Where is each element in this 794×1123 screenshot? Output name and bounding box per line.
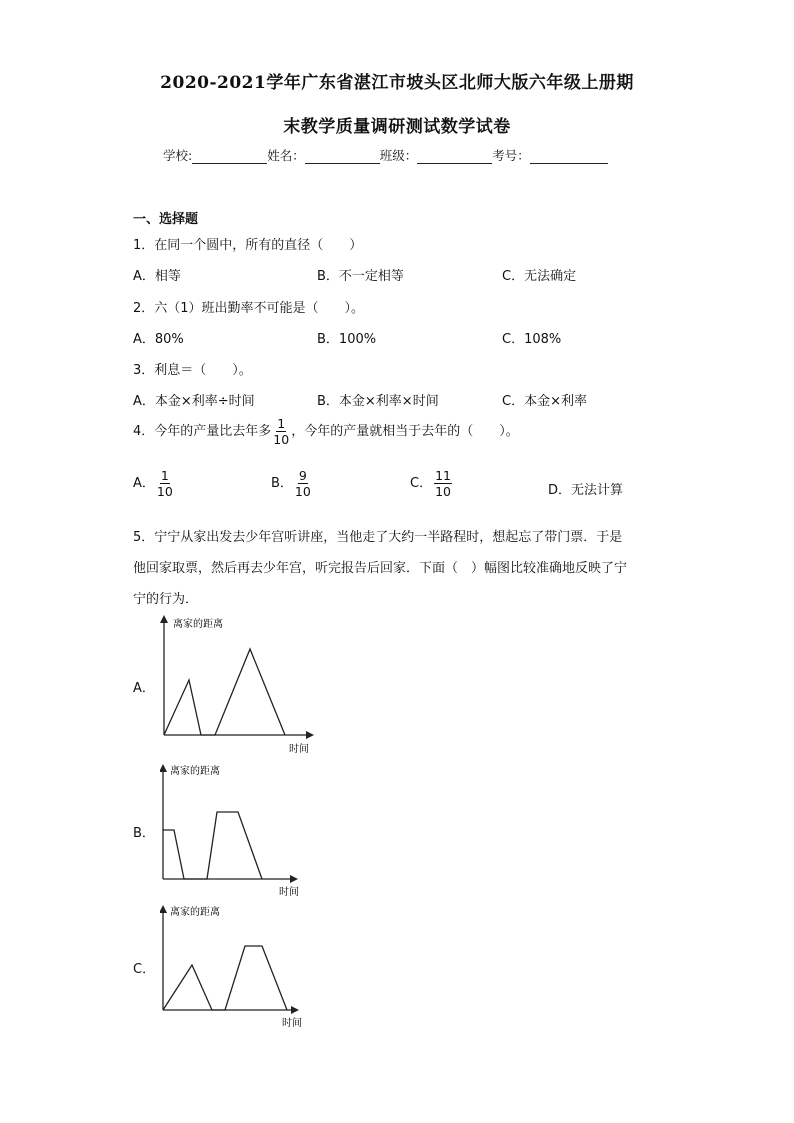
q4-text-before: 4．今年的产量比去年多 (133, 424, 272, 439)
graph-b-xlabel: 时间 (279, 887, 299, 898)
q4-option-a[interactable] (133, 468, 175, 499)
graph-c-y-arrow (160, 905, 167, 913)
graph-b-y-arrow (160, 764, 167, 772)
graph-b (160, 763, 320, 903)
q3-option-b[interactable]: B．本金×利率×时间 (317, 394, 439, 409)
q1-option-a[interactable]: A．相等 (133, 269, 181, 284)
q4-option-a-prefix: A． (133, 476, 155, 491)
graph-a-label[interactable]: A． (133, 681, 155, 696)
q2-option-c[interactable]: C．108% (502, 332, 562, 347)
q4-option-a-den: 10 (156, 484, 173, 499)
name-blank[interactable] (305, 149, 380, 164)
q2-option-a[interactable]: A．80% (133, 332, 184, 347)
question-5-line3: 宁的行为． (133, 592, 199, 607)
q4-option-a-num: 1 (160, 468, 169, 483)
name-label: 姓名： (267, 148, 305, 163)
exam-title-line2: 末教学质量调研测试数学试卷 (283, 117, 511, 137)
school-label: 学校: (163, 148, 193, 163)
graph-a-ylabel: 离家的距离 (173, 619, 223, 630)
q4-option-d[interactable]: D．无法计算 (548, 483, 624, 498)
q4-option-b-den: 10 (294, 484, 311, 499)
section-title: 一、选择题 (133, 212, 199, 227)
q4-option-a-fraction (157, 468, 173, 499)
graph-b-ylabel: 离家的距离 (170, 766, 220, 777)
q4-fraction-numerator: 1 (277, 416, 286, 431)
q4-option-b[interactable] (271, 468, 313, 499)
graph-a-xlabel: 时间 (289, 744, 309, 755)
graph-a-y-arrow (160, 615, 168, 623)
exam-no-label: 考号： (492, 148, 530, 163)
q3-option-c[interactable]: C．本金×利率 (502, 394, 587, 409)
question-5-line1: 5．宁宁从家出发去少年宫听讲座，当他走了大约一半路程时，想起忘了带门票．于是 (133, 530, 623, 545)
q4-option-b-prefix: B． (271, 476, 293, 491)
q1-option-b[interactable]: B．不一定相等 (317, 269, 404, 284)
q4-option-c[interactable] (410, 468, 454, 499)
graph-c-ylabel: 离家的距离 (170, 907, 220, 918)
graph-b-line (163, 812, 262, 879)
question-3: 3．利息＝（ ）。 (133, 363, 252, 378)
graph-c-xlabel: 时间 (282, 1018, 302, 1029)
exam-title-line1: 2020-2021学年广东省湛江市坡头区北师大版六年级上册期 (160, 73, 634, 93)
graph-b-label[interactable]: B． (133, 826, 155, 841)
graph-c-line (163, 946, 287, 1010)
graph-b-x-arrow (290, 875, 298, 883)
q4-text-after: ，今年的产量就相当于去年的（ ）。 (291, 424, 519, 439)
q4-option-c-den: 10 (435, 484, 451, 499)
graph-a (160, 613, 320, 755)
q4-fraction-denominator: 10 (273, 432, 290, 447)
q4-fraction (273, 416, 289, 447)
graph-a-line (164, 649, 285, 735)
q4-option-b-num: 9 (298, 468, 307, 483)
q4-option-b-fraction (295, 468, 311, 499)
graph-c-label[interactable]: C． (133, 962, 156, 977)
exam-no-blank[interactable] (530, 149, 608, 164)
graph-a-x-arrow (306, 731, 314, 739)
q1-option-c[interactable]: C．无法确定 (502, 269, 577, 284)
class-blank[interactable] (417, 149, 492, 164)
student-info-line (163, 146, 608, 164)
q3-option-a[interactable]: A．本金×利率÷时间 (133, 394, 255, 409)
question-4 (133, 416, 519, 447)
graph-c-x-arrow (291, 1006, 299, 1014)
school-blank[interactable] (192, 149, 267, 164)
question-1: 1．在同一个圆中，所有的直径（ ） (133, 238, 363, 253)
question-2: 2．六（1）班出勤率不可能是（ ）。 (133, 301, 365, 316)
question-5-line2: 他回家取票，然后再去少年宫，听完报告后回家．下面（ ）幅图比较准确地反映了宁 (133, 561, 628, 576)
q4-option-c-fraction (434, 468, 452, 499)
q2-option-b[interactable]: B．100% (317, 332, 377, 347)
class-label: 班级： (379, 148, 418, 163)
graph-c (160, 904, 320, 1032)
q4-option-c-prefix: C． (410, 476, 433, 491)
q4-option-c-num: 11 (435, 468, 451, 483)
